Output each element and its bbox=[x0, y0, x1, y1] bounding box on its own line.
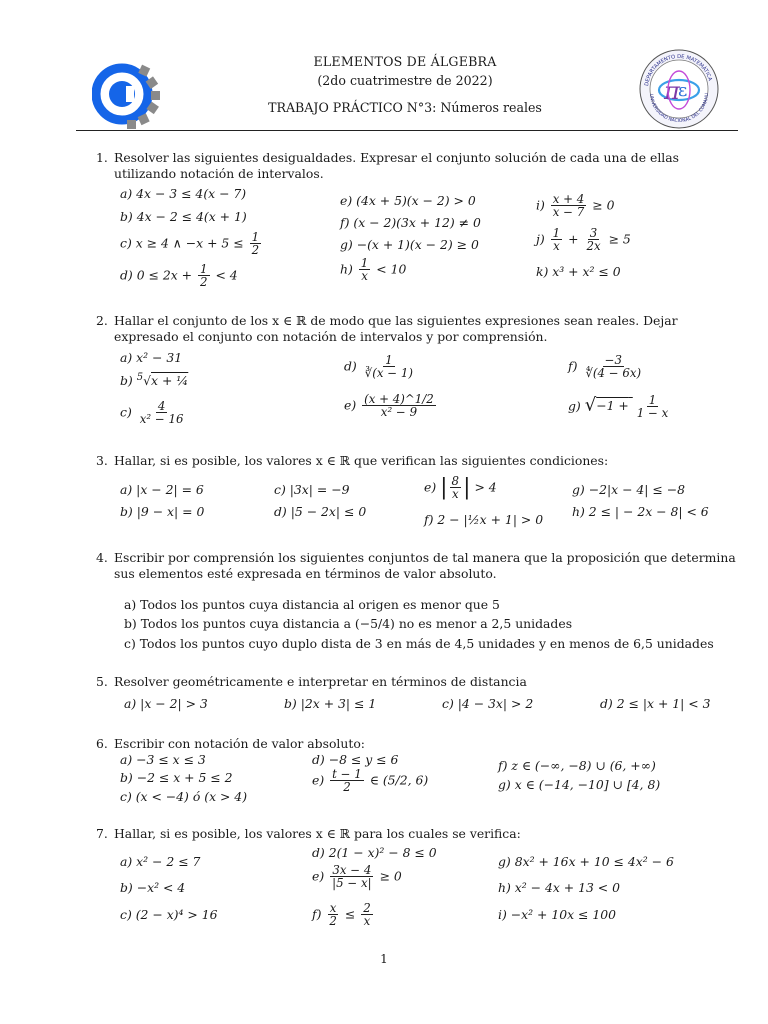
ex2-item-f bbox=[568, 354, 645, 380]
fraction: $\frac{(x + 4)\^{}1/2}{\text{x² − 9}}$ bbox=[364, 392, 434, 420]
ex4-item-b: b) Todos los puntos cuya distancia a (−5/4) no es menor a 2,5 unidades bbox=[124, 616, 573, 631]
ex6-item-f: f) z ∈ (−∞, −8) ∪ (6, +∞) bbox=[498, 758, 656, 773]
course-title: ELEMENTOS DE ÁLGEBRA bbox=[313, 54, 497, 69]
ex1-item-j-tail: ≥ 5 bbox=[608, 231, 631, 247]
ex5-item-d: d) 2 ≤ |x + 1| < 3 bbox=[600, 696, 711, 711]
exercise-number: 7. bbox=[96, 826, 108, 841]
svg-text:π: π bbox=[664, 77, 680, 105]
exercise-4 bbox=[96, 550, 742, 581]
item-label: h) bbox=[340, 261, 353, 277]
ex1-item-i-tail: ≥ 0 bbox=[592, 197, 615, 213]
root-sign: √ bbox=[584, 394, 597, 416]
ex5-item-b: b) |2x + 3| ≤ 1 bbox=[284, 696, 377, 711]
abs-bar: | bbox=[463, 475, 471, 500]
university-logo-icon bbox=[92, 58, 164, 130]
document-header bbox=[200, 54, 610, 116]
ex1-item-g: g) −(x + 1)(x − 2) ≥ 0 bbox=[340, 237, 479, 252]
exercise-number: 2. bbox=[96, 313, 108, 328]
ex6-item-e bbox=[312, 768, 428, 794]
exercise-1 bbox=[96, 150, 742, 181]
exercise-7 bbox=[96, 826, 742, 842]
exercise-6 bbox=[96, 736, 742, 752]
page-number: 1 bbox=[380, 952, 388, 966]
fraction: $\frac{1}{1 - x}$ bbox=[636, 393, 669, 421]
item-label: f) bbox=[312, 906, 322, 922]
exercise-3 bbox=[96, 453, 742, 469]
ex1-item-h bbox=[340, 257, 406, 283]
abs-bar: | bbox=[440, 475, 448, 500]
item-label: c) bbox=[120, 404, 132, 420]
exercise-number: 4. bbox=[96, 550, 108, 565]
ex3-item-b: b) |9 − x| = 0 bbox=[120, 504, 205, 519]
ex7-item-a: a) x² − 2 ≤ 7 bbox=[120, 854, 201, 869]
ex6-item-a: a) −3 ≤ x ≤ 3 bbox=[120, 752, 206, 767]
ex3-item-f: f) 2 − |½x + 1| > 0 bbox=[424, 512, 544, 527]
le-sign: ≤ bbox=[344, 906, 356, 922]
ex1-item-d bbox=[120, 263, 238, 289]
ex1-item-d-tail: < 4 bbox=[215, 267, 238, 283]
ex7-item-f bbox=[312, 902, 375, 928]
exercise-number: 5. bbox=[96, 674, 108, 689]
ex3-item-e-tail: > 4 bbox=[474, 479, 497, 495]
ex7-item-e bbox=[312, 864, 402, 890]
exercise-number: 1. bbox=[96, 150, 108, 165]
fraction: $\frac{2}{x}$ bbox=[363, 901, 371, 929]
ex7-item-h: h) x² − 4x + 13 < 0 bbox=[498, 880, 621, 895]
fraction: $\frac{x}{2}$ bbox=[329, 901, 337, 929]
item-label: e) bbox=[312, 868, 325, 884]
ex7-item-d: d) 2(1 − x)² − 8 ≤ 0 bbox=[312, 845, 437, 860]
ex4-item-c: c) Todos los puntos cuyo duplo dista de 3 en más de 4,5 unidades y en menos de 6,5 unidades bbox=[124, 636, 714, 651]
svg-text:DEPARTAMENTO DE MATEMÁTICA: DEPARTAMENTO DE MATEMÁTICA bbox=[644, 53, 713, 87]
fraction: $\frac{1}{x}$ bbox=[552, 226, 561, 254]
root-index: 5 bbox=[136, 372, 144, 383]
exercise-statement: Hallar, si es posible, los valores x ∈ ℝ que verifican las siguientes condiciones: bbox=[114, 453, 609, 468]
ex5-item-a: a) |x − 2| > 3 bbox=[124, 696, 208, 711]
ex5-item-c: c) |4 − 3x| > 2 bbox=[442, 696, 534, 711]
svg-text:UNIVERSIDAD NACIONAL DEL COMAH: UNIVERSIDAD NACIONAL DEL COMAHU bbox=[647, 92, 711, 125]
fraction: $\frac{3}{2x}$ bbox=[586, 226, 601, 254]
ex1-item-b: b) 4x − 2 ≤ 4(x + 1) bbox=[120, 209, 247, 224]
exercise-number: 6. bbox=[96, 736, 108, 751]
exercise-statement: Escribir con notación de valor absoluto: bbox=[114, 736, 365, 751]
fraction: $\frac{1}{2}$ bbox=[251, 230, 260, 258]
ex2-item-b bbox=[120, 372, 188, 389]
ex1-item-f: f) (x − 2)(3x + 12) ≠ 0 bbox=[340, 215, 481, 230]
course-term: (2do cuatrimestre de 2022) bbox=[317, 72, 493, 88]
exercise-number: 3. bbox=[96, 453, 108, 468]
exercise-2 bbox=[96, 313, 742, 344]
ex6-item-g: g) x ∈ (−14, −10] ∪ [4, 8) bbox=[498, 777, 661, 792]
header-rule bbox=[76, 130, 738, 131]
root-sign: √ bbox=[143, 373, 152, 389]
fraction: $\frac{3x - 4}{|5 - x|}$ bbox=[332, 863, 372, 891]
radicand: x + ¼ bbox=[151, 373, 189, 389]
exercise-statement: Resolver geométricamente e interpretar en términos de distancia bbox=[114, 674, 527, 689]
ex3-item-a: a) |x − 2| = 6 bbox=[120, 482, 204, 497]
ex1-item-i bbox=[536, 193, 614, 219]
ex1-item-h-tail: < 10 bbox=[376, 261, 407, 277]
ex1-item-c bbox=[120, 231, 263, 257]
ex3-item-h: h) 2 ≤ | − 2x − 8| < 6 bbox=[572, 504, 709, 519]
math-department-seal-icon bbox=[638, 48, 720, 130]
fraction: $\frac{1}{x}$ bbox=[360, 256, 369, 284]
ex2-item-c bbox=[120, 400, 188, 426]
ex7-item-i: i) −x² + 10x ≤ 100 bbox=[498, 907, 616, 922]
item-label: g) bbox=[568, 398, 581, 414]
ex1-item-k: k) x³ + x² ≤ 0 bbox=[536, 264, 621, 279]
ex4-item-a: a) Todos los puntos cuya distancia al origen es menor que 5 bbox=[124, 597, 500, 612]
ex6-item-b: b) −2 ≤ x + 5 ≤ 2 bbox=[120, 770, 233, 785]
ex3-item-g: g) −2|x − 4| ≤ −8 bbox=[572, 482, 685, 497]
ex1-item-d-text: d) 0 ≤ 2x + bbox=[120, 267, 193, 283]
ex1-item-e: e) (4x + 5)(x − 2) > 0 bbox=[340, 193, 476, 208]
ex3-item-d: d) |5 − 2x| ≤ 0 bbox=[274, 504, 367, 519]
fraction: $\frac{1}{∛(x - 1)}$ bbox=[364, 353, 413, 381]
ex6-item-c: c) (x < −4) ó (x > 4) bbox=[120, 789, 248, 804]
item-label: e) bbox=[312, 772, 325, 788]
ex1-item-j bbox=[536, 227, 631, 253]
item-label: e) bbox=[344, 397, 357, 413]
ex7-item-c: c) (2 − x)⁴ > 16 bbox=[120, 907, 218, 922]
ex2-item-a: a) x² − 31 bbox=[120, 350, 183, 365]
exercise-statement: Hallar el conjunto de los x ∈ ℝ de modo que las siguientes expresiones sean reales. Dejar expresado el conjunto con notación de intervalos y por comprensión. bbox=[114, 313, 678, 344]
ex7-item-g: g) 8x² + 16x + 10 ≤ 4x² − 6 bbox=[498, 854, 674, 869]
item-label: e) bbox=[424, 479, 437, 495]
ex1-item-a: a) 4x − 3 ≤ 4(x − 7) bbox=[120, 186, 247, 201]
ex1-item-c-text: c) x ≥ 4 ∧ −x + 5 ≤ bbox=[120, 235, 244, 251]
exercise-statement: Hallar, si es posible, los valores x ∈ ℝ para los cuales se verifica: bbox=[114, 826, 521, 841]
ex3-item-e bbox=[424, 474, 497, 502]
exercise-5 bbox=[96, 674, 742, 690]
exercise-statement: Escribir por comprensión los siguientes conjuntos de tal manera que la proposición que determina sus elementos esté expresada en términos de valor absoluto. bbox=[114, 550, 736, 581]
fraction: $\frac{1}{2}$ bbox=[200, 262, 208, 290]
ex3-item-c: c) |3x| = −9 bbox=[274, 482, 350, 497]
item-label: i) bbox=[536, 197, 545, 213]
ex2-item-g bbox=[568, 394, 672, 420]
ex6-item-e-tail: ∈ (5/2, 6) bbox=[369, 772, 429, 788]
fraction: $\frac{t - 1}{2}$ bbox=[332, 767, 362, 795]
fraction: $\frac{x + 4}{x - 7}$ bbox=[552, 192, 585, 220]
worksheet-title: TRABAJO PRÁCTICO N°3: Números reales bbox=[268, 100, 542, 116]
item-label: d) bbox=[344, 358, 357, 374]
fraction: $\frac{8}{x}$ bbox=[451, 473, 460, 502]
svg-text:ε: ε bbox=[678, 80, 688, 101]
fraction: $\frac{4}{\text{x² − 16}}$ bbox=[139, 399, 184, 427]
ex6-item-d: d) −8 ≤ y ≤ 6 bbox=[312, 752, 399, 767]
ex7-item-e-tail: ≥ 0 bbox=[379, 868, 402, 884]
item-label: b) bbox=[120, 373, 133, 389]
item-label: j) bbox=[536, 231, 545, 247]
radicand: −1 + $\frac{1}{1 - x}$ bbox=[596, 393, 669, 421]
exercise-statement: Resolver las siguientes desigualdades. Expresar el conjunto solución de cada una de ellas utilizando notación de intervalos. bbox=[114, 150, 680, 181]
plus-sign: + bbox=[568, 231, 579, 247]
fraction: $\frac{-3}{∜(4 - 6x)}$ bbox=[585, 353, 642, 381]
ex2-item-e bbox=[344, 393, 438, 419]
ex7-item-b: b) −x² < 4 bbox=[120, 880, 186, 895]
ex2-item-d bbox=[344, 354, 417, 380]
item-label: f) bbox=[568, 358, 578, 374]
